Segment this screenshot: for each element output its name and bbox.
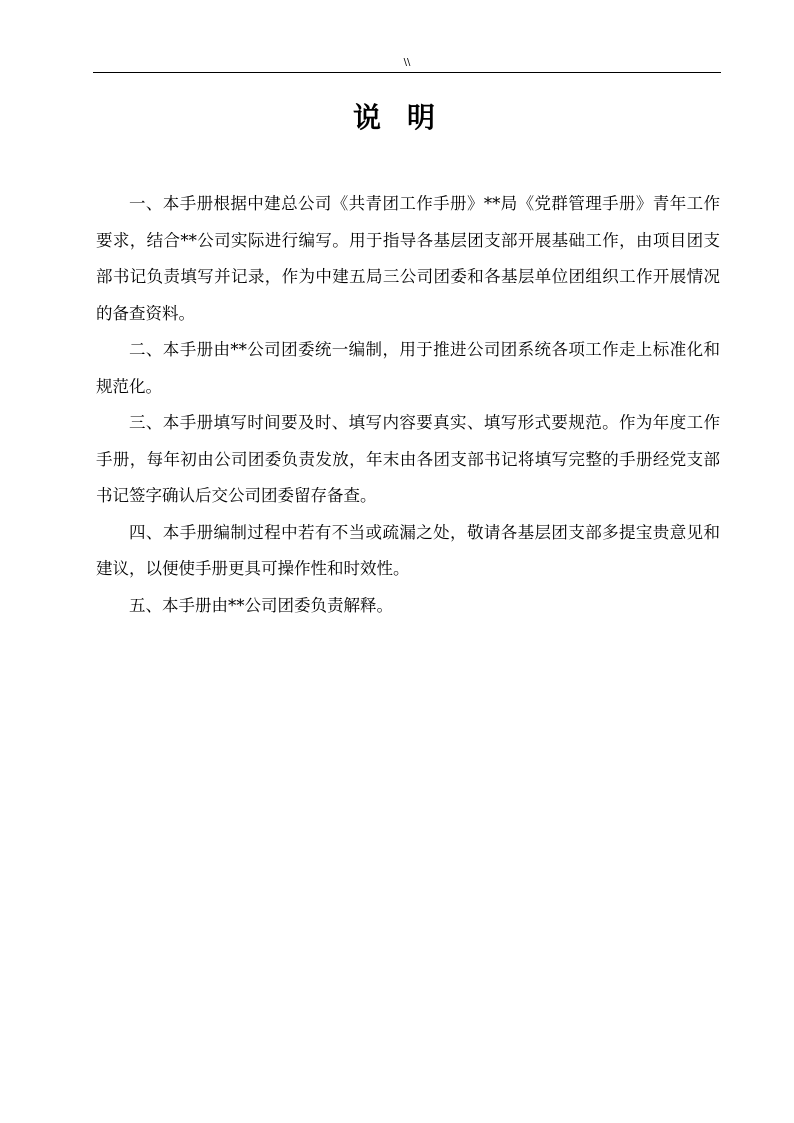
page-title: 说明 bbox=[352, 101, 461, 134]
header-rule bbox=[93, 72, 721, 73]
paragraph-5: 五、本手册由**公司团委负责解释。 bbox=[129, 595, 393, 615]
paragraph-1: 一、本手册根据中建总公司《共青团工作手册》**局《党群管理手册》青年工作要求，结合**公司实际进行编写。用于指导各基层团支部开展基础工作，由项目团支部书记负责填写并记录，作为中建五局三公司团委和各基层单位团组织工作开展情况的备查资料。 bbox=[96, 194, 720, 323]
paragraph-2: 二、本手册由**公司团委统一编制，用于推进公司团系统各项工作走上标准化和规范化。 bbox=[96, 340, 720, 396]
paragraph-3: 三、本手册填写时间要及时、填写内容要真实、填写形式要规范。作为年度工作手册，每年初由公司团委负责发放，年末由各团支部书记将填写完整的手册经党支部书记签字确认后交公司团委留存备查。 bbox=[96, 413, 720, 505]
paragraph-4: 四、本手册编制过程中若有不当或疏漏之处，敬请各基层团支部多提宝贵意见和建议，以便使手册更具可操作性和时效性。 bbox=[96, 522, 720, 578]
header-mark: \\ bbox=[403, 57, 411, 68]
document-body bbox=[96, 186, 720, 624]
